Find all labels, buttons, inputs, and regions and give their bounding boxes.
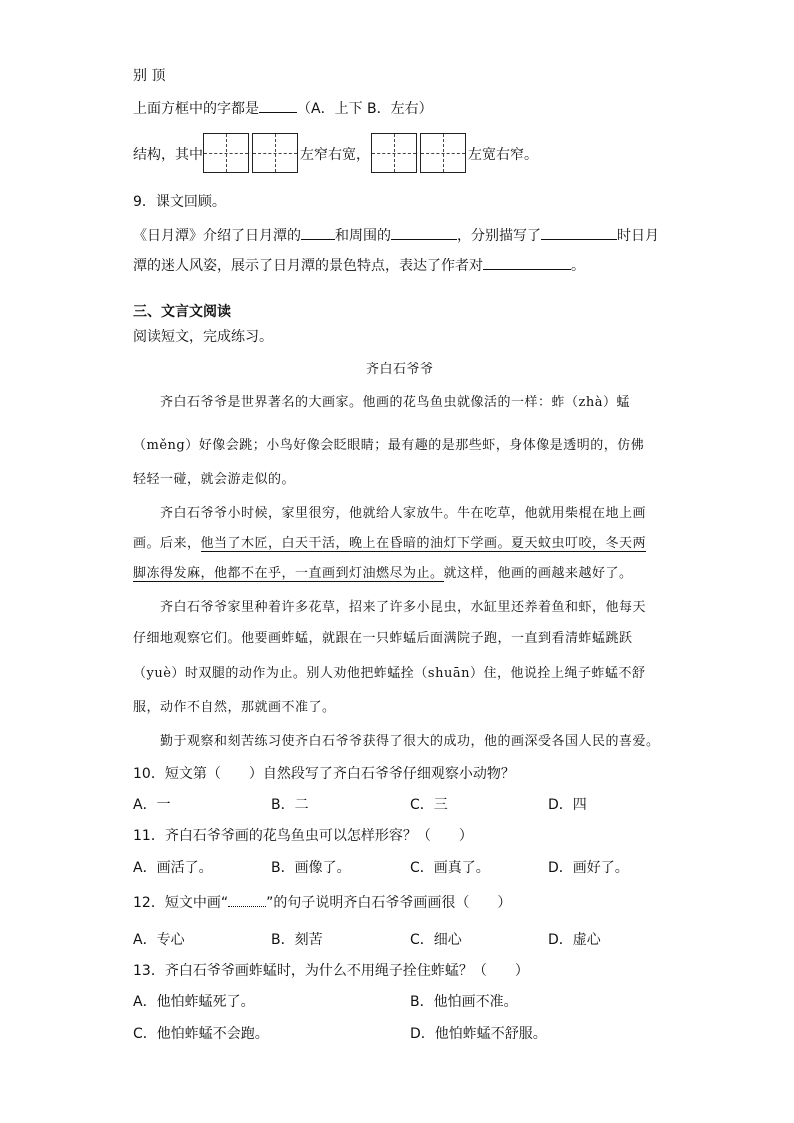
- passage-p4-line1: 勤于观察和刻苦练习使齐白石爷爷获得了很大的成功，他的画深受各国人民的喜爱。: [160, 734, 660, 749]
- q10-option-a[interactable]: A．一: [133, 797, 171, 813]
- q12-option-a[interactable]: A．专心: [133, 932, 185, 948]
- q8-structure-prefix: 结构，其中: [133, 147, 203, 163]
- section-3-instruction: 阅读短文，完成练习。: [133, 329, 273, 345]
- q9-text-c: ，分别描写了: [457, 228, 541, 244]
- q12-option-b[interactable]: B．刻苦: [271, 932, 323, 948]
- passage-p2-text-a: 画。后来，: [133, 536, 201, 551]
- q12-stem-b: ”的句子说明齐白石爷爷画画很（ ）: [266, 895, 512, 911]
- passage-p2-line2: [133, 534, 663, 554]
- q9-text-e: 潭的迷人风姿，展示了日月潭的景色特点，表达了作者对: [133, 258, 483, 274]
- passage-p2-line3: [133, 564, 663, 584]
- q8-options: （A．上下 B．左右）: [297, 101, 433, 117]
- passage-underlined-sentence-2: 脚冻得发麻，他都不在乎，一直画到灯油燃尽为止。: [133, 566, 444, 581]
- q8-answer-blank[interactable]: [259, 98, 297, 113]
- q8-wide-right: 左宽右窄。: [468, 147, 538, 163]
- q11-option-a[interactable]: A．画活了。: [133, 860, 213, 876]
- q9-blank-1[interactable]: [301, 225, 335, 240]
- q12-stem: [133, 893, 511, 913]
- passage-p1-line1: 齐白石爷爷是世界著名的大画家。他画的花鸟鱼虫就像活的一样：蚱（zhà）蜢: [160, 395, 630, 410]
- q10-option-d[interactable]: D．四: [548, 797, 587, 813]
- passage-p2-text-b: 就这样，他画的画越来越好了。: [443, 566, 633, 581]
- q8-prefix: 上面方框中的字都是: [133, 101, 259, 117]
- q13-option-c[interactable]: C．他怕蚱蜢不会跑。: [133, 1026, 269, 1042]
- q11-option-c[interactable]: C．画真了。: [410, 860, 490, 876]
- writing-box-2[interactable]: [252, 133, 298, 173]
- q12-underline-mark: [228, 894, 266, 907]
- q13-option-a[interactable]: A．他怕蚱蜢死了。: [133, 994, 255, 1010]
- q8-characters: 别 顶: [133, 68, 166, 84]
- q11-option-b[interactable]: B．画像了。: [271, 860, 351, 876]
- passage-title: 齐白石爷爷: [366, 362, 434, 377]
- q12-stem-a: 12．短文中画“: [133, 895, 229, 911]
- q9-text-a: 《日月潭》介绍了日月潭的: [133, 228, 301, 244]
- q10-option-b[interactable]: B．二: [271, 797, 309, 813]
- passage-p1-line2: （měng）好像会跳；小鸟好像会眨眼睛；最有趣的是那些虾，身体像是透明的，仿佛: [133, 438, 645, 453]
- q9-text-f: 。: [571, 258, 585, 274]
- q12-option-d[interactable]: D．虚心: [548, 932, 601, 948]
- passage-underlined-sentence-1: 他当了木匠，白天干活，晚上在昏暗的油灯下学画。夏天蚊虫叮咬，冬天两: [200, 536, 647, 551]
- q9-title: 9．课文回顾。: [133, 194, 226, 210]
- q11-option-d[interactable]: D．画好了。: [548, 860, 629, 876]
- q9-blank-4[interactable]: [483, 255, 571, 270]
- q13-option-d[interactable]: D．他怕蚱蜢不舒服。: [410, 1026, 547, 1042]
- writing-box-3[interactable]: [371, 133, 417, 173]
- q8-narrow-right: 左窄右宽，: [300, 147, 370, 163]
- q9-line-1: [133, 225, 659, 246]
- writing-box-1[interactable]: [203, 133, 249, 173]
- q12-option-c[interactable]: C．细心: [410, 932, 462, 948]
- writing-box-4[interactable]: [420, 133, 466, 173]
- q13-option-b[interactable]: B．他怕画不准。: [410, 994, 518, 1010]
- q9-blank-3[interactable]: [541, 225, 617, 240]
- q9-text-d: 时日月: [617, 228, 659, 244]
- q11-stem: 11．齐白石爷爷画的花鸟鱼虫可以怎样形容？（ ）: [133, 828, 473, 844]
- q10-stem: 10．短文第（ ）自然段写了齐白石爷爷仔细观察小动物？: [133, 766, 515, 782]
- passage-p3-line1: 齐白石爷爷家里种着许多花草，招来了许多小昆虫，水缸里还养着鱼和虾，他每天: [160, 600, 647, 615]
- passage-p2-line1: 齐白石爷爷小时候，家里很穷，他就给人家放牛。牛在吃草，他就用柴棍在地上画: [160, 506, 647, 521]
- q10-option-c[interactable]: C．三: [410, 797, 448, 813]
- passage-p3-line2: 仔细地观察它们。他要画蚱蜢，就跟在一只蚱蜢后面满院子跑，一直到看清蚱蜢跳跃: [133, 631, 633, 646]
- q9-blank-2[interactable]: [391, 225, 457, 240]
- passage-p3-line3: （yuè）时双腿的动作为止。别人劝他把蚱蜢拴（shuān）住，他说拴上绳子蚱蜢不舒: [133, 666, 646, 681]
- q9-text-b: 和周围的: [335, 228, 391, 244]
- q13-stem: 13．齐白石爷爷画蚱蜢时，为什么不用绳子拴住蚱蜢？（ ）: [133, 963, 529, 979]
- section-3-heading: 三、文言文阅读: [133, 304, 231, 320]
- q9-line-2: [133, 255, 585, 276]
- q8-question-line: [133, 98, 433, 119]
- passage-p1-line3: 轻轻一碰，就会游走似的。: [133, 472, 296, 487]
- passage-p3-line4: 服，动作不自然，那就画不准了。: [133, 700, 336, 715]
